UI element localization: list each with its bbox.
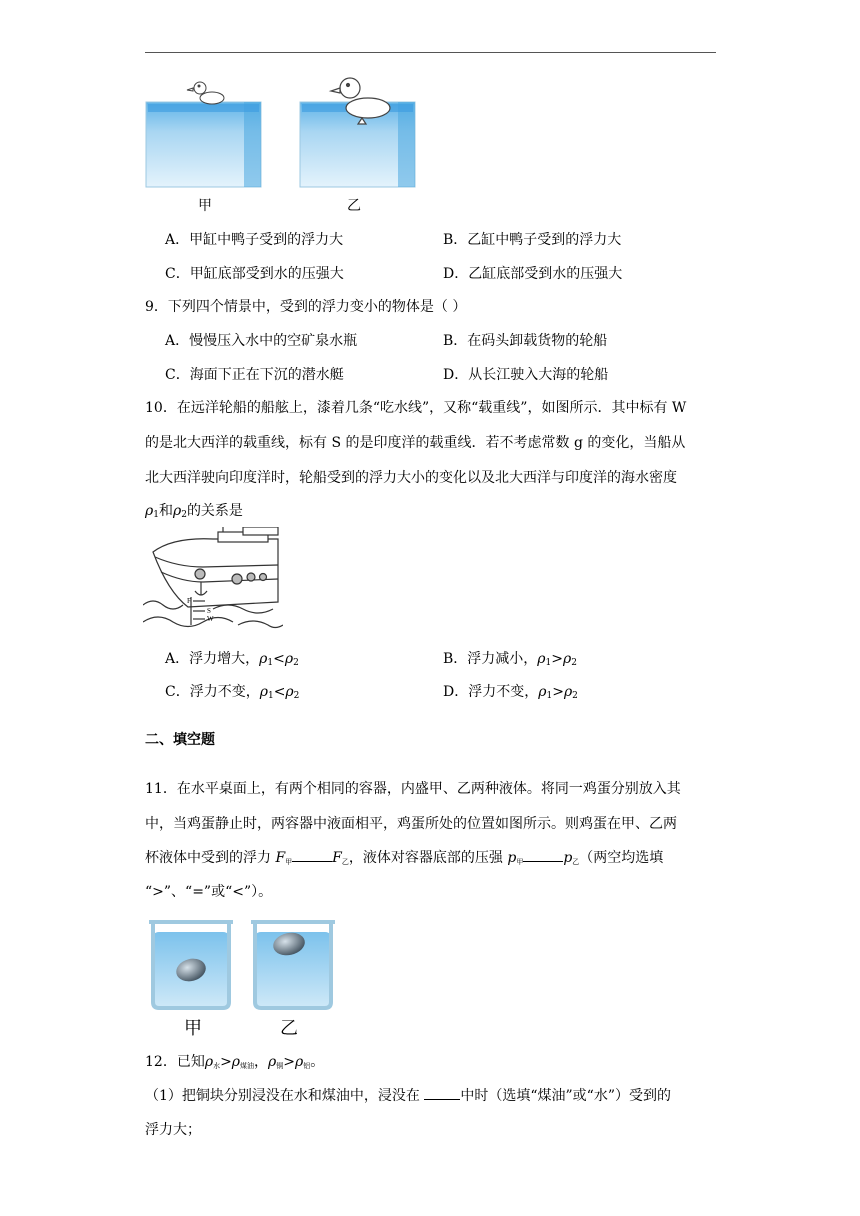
figure1-label-b: 乙 [347,198,361,214]
section-title: 二、填空题 [145,732,215,748]
q8-option-c: C．甲缸底部受到水的压强大 [165,266,344,282]
beaker-a [149,922,233,1008]
tank-a [146,102,261,187]
q11-line4: “>”、“=”或“<”）。 [145,884,273,900]
beakers-figure [145,916,335,1011]
q10-line2: 的是北大西洋的载重线，标有 S 的是印度洋的载重线．若不考虑常数 g 的变化，当船从 [145,435,686,451]
duck-tanks-figure [140,72,425,220]
beaker-b [251,922,335,1008]
q8-option-d: D．乙缸底部受到水的压强大 [443,266,623,282]
ship-mark-w: W [207,615,214,623]
ship-mark-f: F [187,597,191,605]
duck-small-icon [187,82,224,104]
q9-stem: 9．下列四个情景中，受到的浮力变小的物体是（ ） [145,299,467,315]
q12-blank-1[interactable] [424,1099,460,1100]
q9-option-d: D．从长江驶入大海的轮船 [443,367,609,383]
q11-label-a: 甲 [184,1018,202,1039]
q10-line1: 10．在远洋轮船的船舷上，漆着几条“吃水线”，又称“载重线”，如图所示．其中标有 W [145,400,687,416]
header-rule [145,52,716,53]
q9-option-b: B．在码头卸载货物的轮船 [443,333,608,349]
q12-stem: 12．已知$\rho_水>\rho_{煤油}$，$\rho_铜>\rho_铝$。 [145,1054,325,1070]
figure1-label-a: 甲 [198,198,212,214]
q11-line3: 杯液体中受到的浮力 $F_甲$ $F_乙$，液体对容器底部的压强 $p_甲$ $p_乙$（两空均选填 [145,850,664,866]
ship-figure [143,527,283,637]
q10-option-a: A．浮力增大，$\rho_1<\rho_2$ [165,651,299,668]
q11-line2: 中，当鸡蛋静止时，两容器中液面相平，鸡蛋所处的位置如图所示。则鸡蛋在甲、乙两 [145,816,677,832]
q9-option-c: C．海面下正在下沉的潜水艇 [165,367,344,383]
q10-line4: $\rho_1$和$\rho_2$的关系是 [145,503,243,520]
q12-part1: （1）把铜块分别浸没在水和煤油中，浸没在 中时（选填“煤油”或“水”）受到的 [145,1088,671,1104]
q12-part1-line2: 浮力大； [145,1122,201,1138]
q10-line3: 北大西洋驶向印度洋时，轮船受到的浮力大小的变化以及北大西洋与印度洋的海水密度 [145,470,677,486]
q8-option-a: A．甲缸中鸭子受到的浮力大 [165,232,344,248]
q10-option-d: D．浮力不变，$\rho_1>\rho_2$ [443,684,578,701]
q11-blank-1[interactable] [292,861,332,862]
q11-blank-2[interactable] [523,861,563,862]
q9-option-a: A．慢慢压入水中的空矿泉水瓶 [165,333,358,349]
q10-option-b: B．浮力减小，$\rho_1>\rho_2$ [443,651,577,668]
ship-mark-s: S [207,607,211,615]
q10-option-c: C．浮力不变，$\rho_1<\rho_2$ [165,684,300,701]
q8-option-b: B．乙缸中鸭子受到的浮力大 [443,232,622,248]
q11-line1: 11．在水平桌面上，有两个相同的容器，内盛甲、乙两种液体。将同一鸡蛋分别放入其 [145,781,681,797]
q11-label-b: 乙 [280,1018,298,1039]
